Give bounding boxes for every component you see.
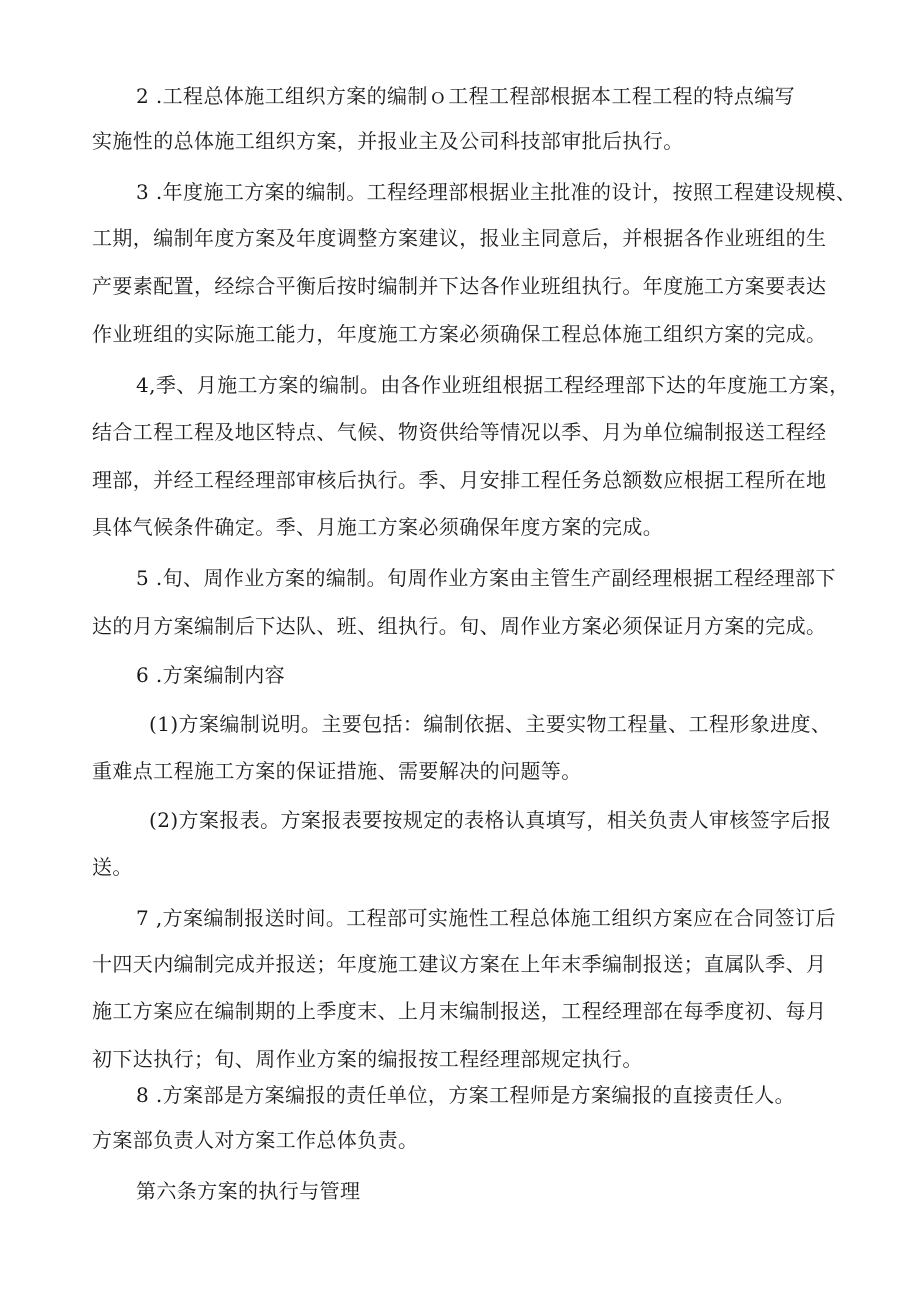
paragraph-3-line-4: 作业班组的实际施工能力，年度施工方案必须确保工程总体施工组织方案的完成。 [92, 322, 827, 346]
paragraph-7-line-1: 7 ,方案编制报送时间。工程部可实施性工程总体施工组织方案应在合同签订后 [136, 906, 836, 930]
paragraph-6-line-1: 6 .方案编制内容 [136, 663, 286, 687]
paragraph-8-line-1: 8 .方案部是方案编报的责任单位，方案工程师是方案编报的直接责任人。 [136, 1083, 796, 1107]
paragraph-4-line-2: 结合工程工程及地区特点、气候、物资供给等情况以季、月为单位编制报送工程经 [92, 420, 827, 444]
subitem-2-line-2: 送。 [92, 855, 133, 879]
paragraph-5-line-1: 5 .旬、周作业方案的编制。旬周作业方案由主管生产副经理根据工程经理部下 [136, 566, 836, 590]
paragraph-4-line-4: 具体气候条件确定。季、月施工方案必须确保年度方案的完成。 [92, 515, 664, 539]
subitem-2-line-1: (2)方案报表。方案报表要按规定的表格认真填写，相关负责人审核签字后报 [149, 808, 832, 832]
paragraph-4-line-3: 理部，并经工程经理部审核后执行。季、月安排工程任务总额数应根据工程所在地 [92, 468, 827, 492]
paragraph-3-line-1: 3 .年度施工方案的编制。工程经理部根据业主批准的设计，按照工程建设规模、 [136, 180, 857, 204]
subitem-1-line-2: 重难点工程施工方案的保证措施、需要解决的问题等。 [92, 759, 582, 783]
paragraph-4-line-1: 4,季、月施工方案的编制。由各作业班组根据工程经理部下达的年度施工方案， [136, 373, 850, 397]
paragraph-5-line-2: 达的月方案编制后下达队、班、组执行。旬、周作业方案必须保证月方案的完成。 [92, 614, 827, 638]
section-heading: 第六条方案的执行与管理 [136, 1179, 361, 1203]
paragraph-7-line-2: 十四天内编制完成并报送；年度施工建议方案在上年末季编制报送；直属队季、月 [92, 952, 827, 976]
subitem-1-line-1: (1)方案编制说明。主要包括：编制依据、主要实物工程量、工程形象进度、 [149, 712, 832, 736]
paragraph-2-line-2: 实施性的总体施工组织方案，并报业主及公司科技部审批后执行。 [92, 129, 684, 153]
paragraph-2-line-1: 2 .工程总体施工组织方案的编制ｏ工程工程部根据本工程工程的特点编写 [136, 84, 796, 108]
paragraph-3-line-2: 工期，编制年度方案及年度调整方案建议，报业主同意后，并根据各作业班组的生 [92, 226, 827, 250]
paragraph-3-line-3: 产要素配置，经综合平衡后按时编制并下达各作业班组执行。年度施工方案要表达 [92, 274, 827, 298]
paragraph-8-line-2: 方案部负责人对方案工作总体负责。 [92, 1128, 419, 1152]
paragraph-7-line-4: 初下达执行；旬、周作业方案的编报按工程经理部规定执行。 [92, 1047, 643, 1071]
paragraph-7-line-3: 施工方案应在编制期的上季度末、上月末编制报送，工程经理部在每季度初、每月 [92, 999, 827, 1023]
